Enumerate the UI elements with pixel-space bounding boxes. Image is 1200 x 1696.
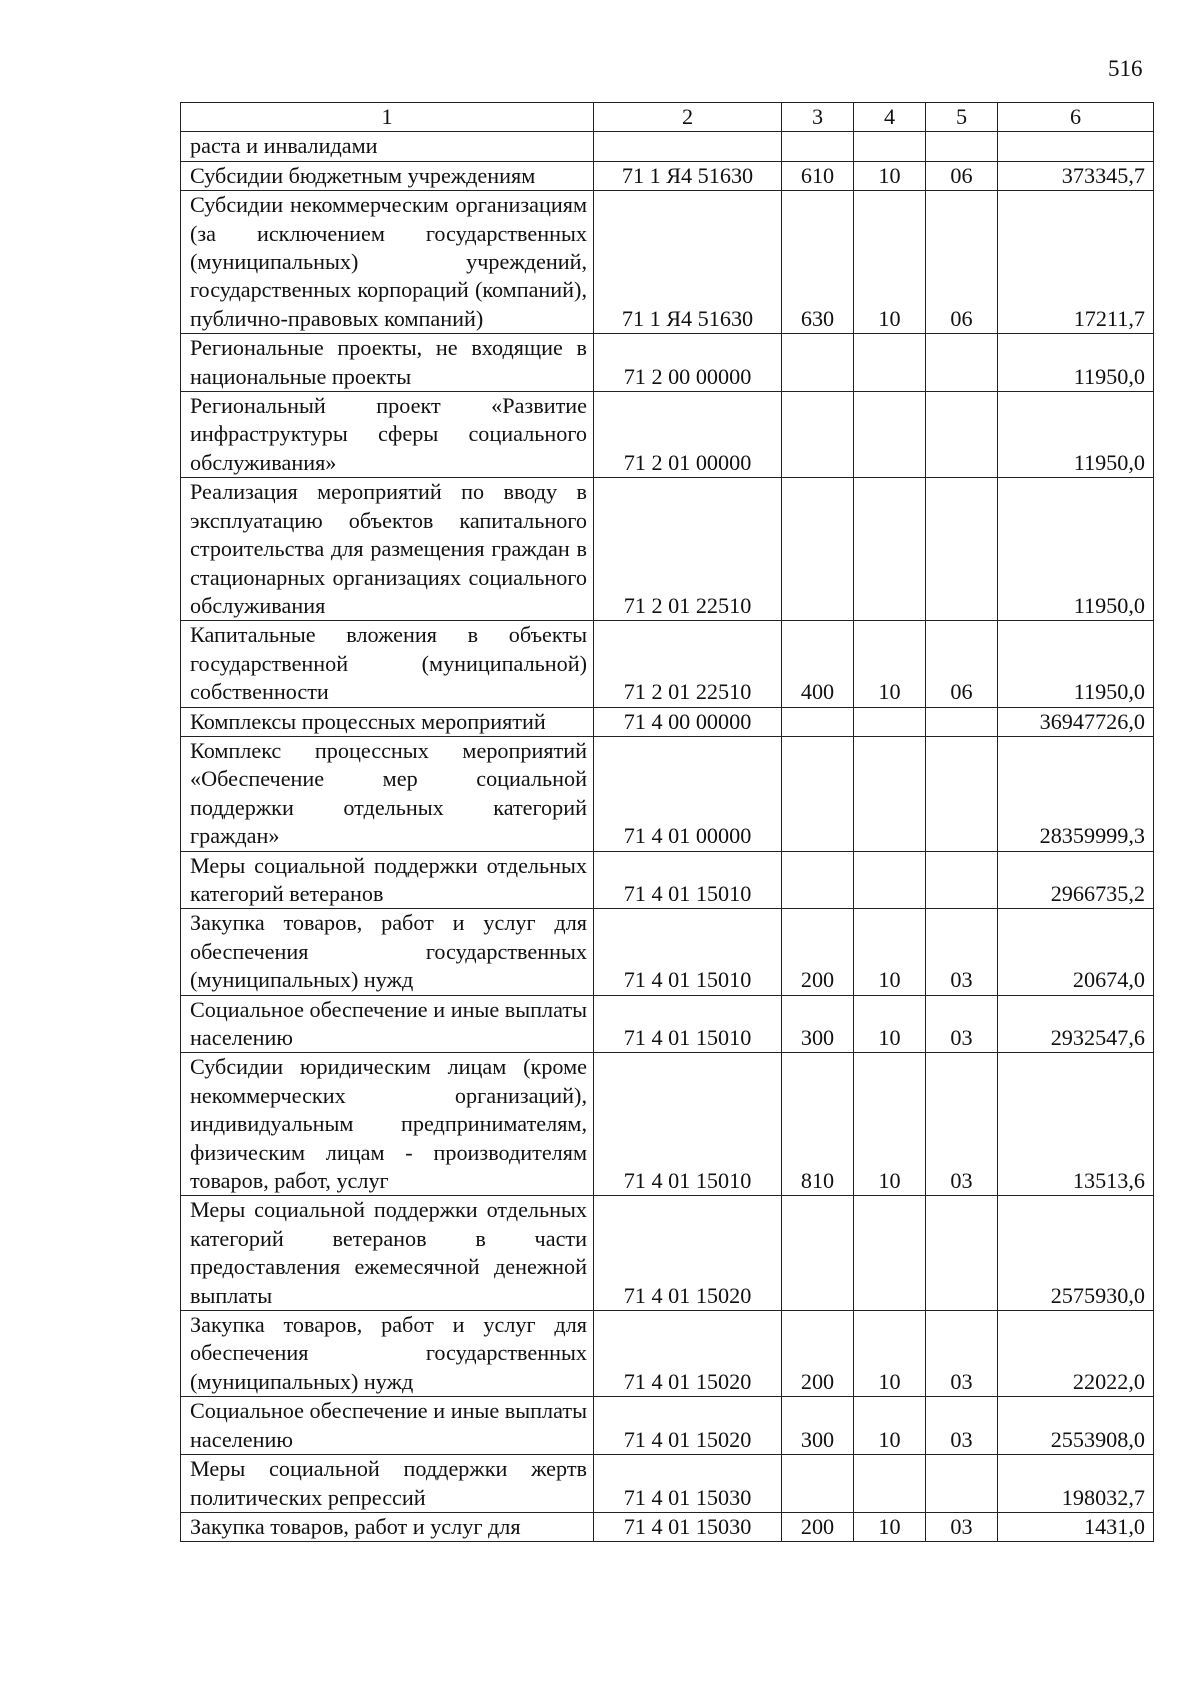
item-name-cell: Меры социальной поддержки отдельных категорий ветеранов в части предоставления ежемесячной денежной выплаты xyxy=(181,1196,594,1311)
item-name-cell: Меры социальной поддержки отдельных категорий ветеранов xyxy=(181,851,594,909)
subsection-cell xyxy=(926,736,998,851)
page-number: 516 xyxy=(1108,56,1143,81)
subsection-cell xyxy=(926,851,998,909)
item-name-cell: Социальное обеспечение и иные выплаты населению xyxy=(181,995,594,1053)
amount-cell: 198032,7 xyxy=(998,1455,1154,1513)
expense-type-cell xyxy=(782,1455,854,1513)
table-row xyxy=(181,736,1154,851)
section-cell xyxy=(854,1196,926,1311)
subsection-cell xyxy=(926,1196,998,1311)
column-header-2: 2 xyxy=(594,103,782,132)
table-row xyxy=(181,334,1154,392)
expense-type-cell xyxy=(782,851,854,909)
item-name-cell: Субсидии некоммерческим организациям (за исключением государственных (муниципальных) учреждений, государственных корпораций (компаний), публично-правовых компаний) xyxy=(181,191,594,334)
amount-cell: 11950,0 xyxy=(998,334,1154,392)
subsection-cell: 03 xyxy=(926,1311,998,1397)
amount-cell: 2932547,6 xyxy=(998,995,1154,1053)
table-row xyxy=(181,707,1154,736)
subsection-cell: 03 xyxy=(926,909,998,995)
expense-type-cell: 300 xyxy=(782,995,854,1053)
expense-type-cell xyxy=(782,707,854,736)
amount-cell: 28359999,3 xyxy=(998,736,1154,851)
subsection-cell: 06 xyxy=(926,161,998,190)
item-name-cell: Закупка товаров, работ и услуг для обеспечения государственных (муниципальных) нужд xyxy=(181,909,594,995)
amount-cell: 20674,0 xyxy=(998,909,1154,995)
item-name-cell: раста и инвалидами xyxy=(181,132,594,161)
section-cell: 10 xyxy=(854,161,926,190)
amount-cell: 2553908,0 xyxy=(998,1397,1154,1455)
table-row xyxy=(181,1311,1154,1397)
amount-cell: 373345,7 xyxy=(998,161,1154,190)
expense-type-cell: 300 xyxy=(782,1397,854,1455)
item-name-cell: Закупка товаров, работ и услуг для xyxy=(181,1512,594,1541)
item-name-cell: Социальное обеспечение и иные выплаты населению xyxy=(181,1397,594,1455)
amount-cell: 11950,0 xyxy=(998,478,1154,621)
expense-type-cell: 810 xyxy=(782,1053,854,1196)
target-code-cell: 71 4 01 15010 xyxy=(594,851,782,909)
target-code-cell: 71 2 01 00000 xyxy=(594,392,782,478)
amount-cell xyxy=(998,132,1154,161)
subsection-cell: 03 xyxy=(926,1512,998,1541)
subsection-cell: 03 xyxy=(926,995,998,1053)
amount-cell: 36947726,0 xyxy=(998,707,1154,736)
target-code-cell: 71 4 01 15010 xyxy=(594,909,782,995)
amount-cell: 2966735,2 xyxy=(998,851,1154,909)
item-name-cell: Реализация мероприятий по вводу в эксплуатацию объектов капитального строительства для размещения граждан в стационарных организациях социального обслуживания xyxy=(181,478,594,621)
table-row xyxy=(181,1455,1154,1513)
column-header-6: 6 xyxy=(998,103,1154,132)
section-cell xyxy=(854,478,926,621)
amount-cell: 11950,0 xyxy=(998,621,1154,707)
subsection-cell: 03 xyxy=(926,1053,998,1196)
amount-cell: 1431,0 xyxy=(998,1512,1154,1541)
column-header-4: 4 xyxy=(854,103,926,132)
table-row xyxy=(181,1397,1154,1455)
target-code-cell: 71 4 01 15030 xyxy=(594,1455,782,1513)
item-name-cell: Закупка товаров, работ и услуг для обеспечения государственных (муниципальных) нужд xyxy=(181,1311,594,1397)
section-cell: 10 xyxy=(854,1397,926,1455)
column-header-5: 5 xyxy=(926,103,998,132)
section-cell: 10 xyxy=(854,1512,926,1541)
target-code-cell: 71 2 01 22510 xyxy=(594,621,782,707)
expense-type-cell xyxy=(782,1196,854,1311)
table-row xyxy=(181,995,1154,1053)
target-code-cell: 71 4 01 15010 xyxy=(594,1053,782,1196)
table-header-row xyxy=(181,103,1154,132)
section-cell xyxy=(854,392,926,478)
item-name-cell: Меры социальной поддержки жертв политических репрессий xyxy=(181,1455,594,1513)
subsection-cell: 06 xyxy=(926,191,998,334)
target-code-cell: 71 4 01 15020 xyxy=(594,1397,782,1455)
section-cell: 10 xyxy=(854,995,926,1053)
item-name-cell: Региональный проект «Развитие инфраструктуры сферы социального обслуживания» xyxy=(181,392,594,478)
column-header-1: 1 xyxy=(181,103,594,132)
expense-type-cell: 630 xyxy=(782,191,854,334)
target-code-cell: 71 1 Я4 51630 xyxy=(594,161,782,190)
section-cell: 10 xyxy=(854,1311,926,1397)
table-row xyxy=(181,191,1154,334)
section-cell: 10 xyxy=(854,621,926,707)
table-row xyxy=(181,851,1154,909)
section-cell xyxy=(854,1455,926,1513)
section-cell xyxy=(854,736,926,851)
expense-type-cell xyxy=(782,392,854,478)
target-code-cell: 71 2 00 00000 xyxy=(594,334,782,392)
target-code-cell: 71 2 01 22510 xyxy=(594,478,782,621)
expense-type-cell: 200 xyxy=(782,1311,854,1397)
table-row xyxy=(181,478,1154,621)
amount-cell: 17211,7 xyxy=(998,191,1154,334)
budget-table xyxy=(180,102,1154,1542)
item-name-cell: Комплекс процессных мероприятий «Обеспечение мер социальной поддержки отдельных категорий граждан» xyxy=(181,736,594,851)
table-row xyxy=(181,1196,1154,1311)
table-row xyxy=(181,132,1154,161)
section-cell xyxy=(854,851,926,909)
section-cell: 10 xyxy=(854,909,926,995)
target-code-cell xyxy=(594,132,782,161)
expense-type-cell xyxy=(782,478,854,621)
item-name-cell: Комплексы процессных мероприятий xyxy=(181,707,594,736)
target-code-cell: 71 4 01 15020 xyxy=(594,1311,782,1397)
amount-cell: 2575930,0 xyxy=(998,1196,1154,1311)
section-cell xyxy=(854,334,926,392)
item-name-cell: Капитальные вложения в объекты государственной (муниципальной) собственности xyxy=(181,621,594,707)
target-code-cell: 71 4 01 15020 xyxy=(594,1196,782,1311)
item-name-cell: Субсидии бюджетным учреждениям xyxy=(181,161,594,190)
item-name-cell: Субсидии юридическим лицам (кроме некоммерческих организаций), индивидуальным предпринимателям, физическим лицам - производителям товаров, работ, услуг xyxy=(181,1053,594,1196)
section-cell xyxy=(854,707,926,736)
column-header-3: 3 xyxy=(782,103,854,132)
section-cell: 10 xyxy=(854,1053,926,1196)
item-name-cell: Региональные проекты, не входящие в национальные проекты xyxy=(181,334,594,392)
expense-type-cell: 400 xyxy=(782,621,854,707)
subsection-cell xyxy=(926,707,998,736)
expense-type-cell xyxy=(782,736,854,851)
expense-type-cell xyxy=(782,132,854,161)
subsection-cell: 06 xyxy=(926,621,998,707)
target-code-cell: 71 4 01 15010 xyxy=(594,995,782,1053)
target-code-cell: 71 4 01 00000 xyxy=(594,736,782,851)
subsection-cell: 03 xyxy=(926,1397,998,1455)
table-row xyxy=(181,1053,1154,1196)
subsection-cell xyxy=(926,478,998,621)
table-row xyxy=(181,1512,1154,1541)
target-code-cell: 71 1 Я4 51630 xyxy=(594,191,782,334)
subsection-cell xyxy=(926,392,998,478)
section-cell xyxy=(854,132,926,161)
expense-type-cell: 200 xyxy=(782,909,854,995)
table-row xyxy=(181,621,1154,707)
table-row xyxy=(181,161,1154,190)
target-code-cell: 71 4 00 00000 xyxy=(594,707,782,736)
subsection-cell xyxy=(926,132,998,161)
expense-type-cell xyxy=(782,334,854,392)
amount-cell: 22022,0 xyxy=(998,1311,1154,1397)
expense-type-cell: 610 xyxy=(782,161,854,190)
expense-type-cell: 200 xyxy=(782,1512,854,1541)
subsection-cell xyxy=(926,334,998,392)
section-cell: 10 xyxy=(854,191,926,334)
target-code-cell: 71 4 01 15030 xyxy=(594,1512,782,1541)
amount-cell: 11950,0 xyxy=(998,392,1154,478)
subsection-cell xyxy=(926,1455,998,1513)
amount-cell: 13513,6 xyxy=(998,1053,1154,1196)
table-row xyxy=(181,392,1154,478)
table-row xyxy=(181,909,1154,995)
